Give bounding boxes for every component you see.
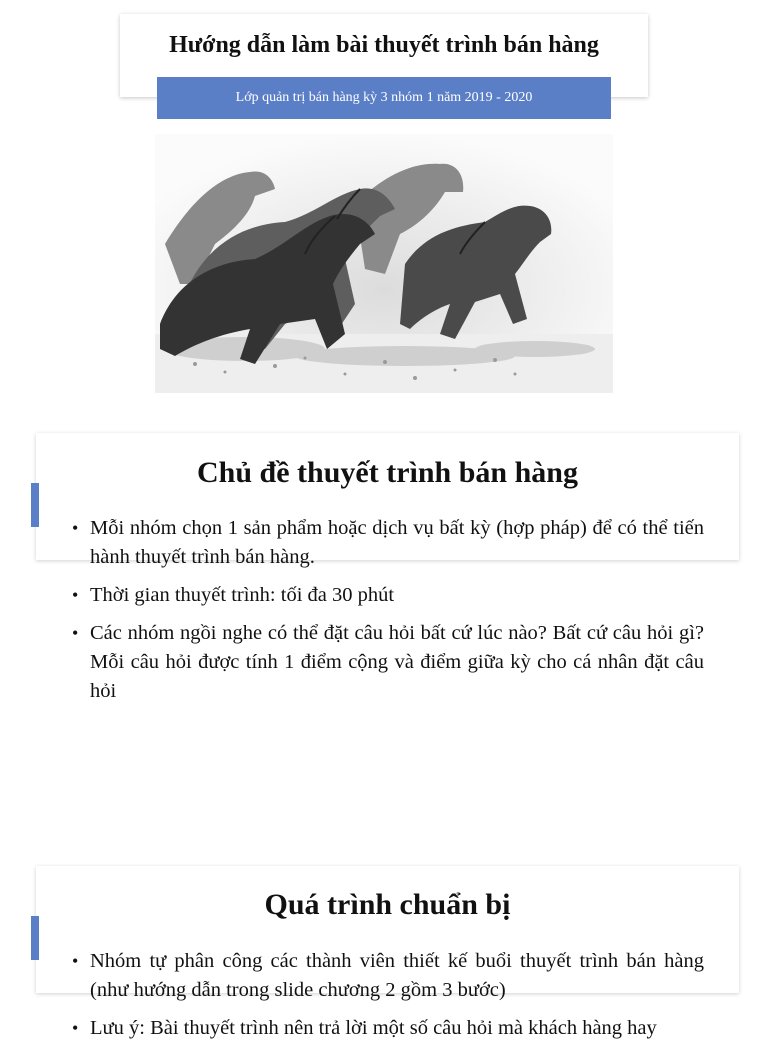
list-item: • Thời gian thuyết trình: tối đa 30 phút [72, 581, 704, 610]
preparation-bullet-list [72, 947, 704, 1052]
list-item: • Các nhóm ngồi nghe có thể đặt câu hỏi bất cứ lúc nào? Bất cứ câu hỏi gì? Mỗi câu hỏi được tính 1 điểm cộng và điểm giữa kỳ cho cá nhân đặt câu hỏi [72, 619, 704, 706]
bullet-icon: • [72, 585, 79, 605]
slide-heading-preparation: Quá trình chuẩn bị [264, 888, 511, 921]
hero-image [155, 134, 613, 393]
bullet-icon: • [72, 623, 79, 643]
subtitle-banner [157, 77, 611, 119]
list-item: • Lưu ý: Bài thuyết trình nên trả lời một số câu hỏi mà khách hàng hay [72, 1014, 704, 1043]
bullet-icon: • [72, 1018, 79, 1038]
bullet-icon: • [72, 951, 79, 971]
bullet-icon: • [72, 518, 79, 538]
page-title: Hướng dẫn làm bài thuyết trình bán hàng [169, 32, 599, 58]
list-item: • Nhóm tự phân công các thành viên thiết kế buổi thuyết trình bán hàng (như hướng dẫn trong slide chương 2 gồm 3 bước) [72, 947, 704, 1005]
topic-bullet-list [72, 514, 704, 715]
subtitle-text: Lớp quản trị bán hàng kỳ 3 nhóm 1 năm 2019 - 2020 [235, 90, 533, 105]
galloping-horses-icon [155, 134, 613, 393]
list-item: • Mỗi nhóm chọn 1 sản phẩm hoặc dịch vụ bất kỳ (hợp pháp) để có thể tiến hành thuyết trình bán hàng. [72, 514, 704, 572]
slide-accent-bar [31, 916, 39, 960]
slide-heading-topic: Chủ đề thuyết trình bán hàng [197, 456, 578, 489]
